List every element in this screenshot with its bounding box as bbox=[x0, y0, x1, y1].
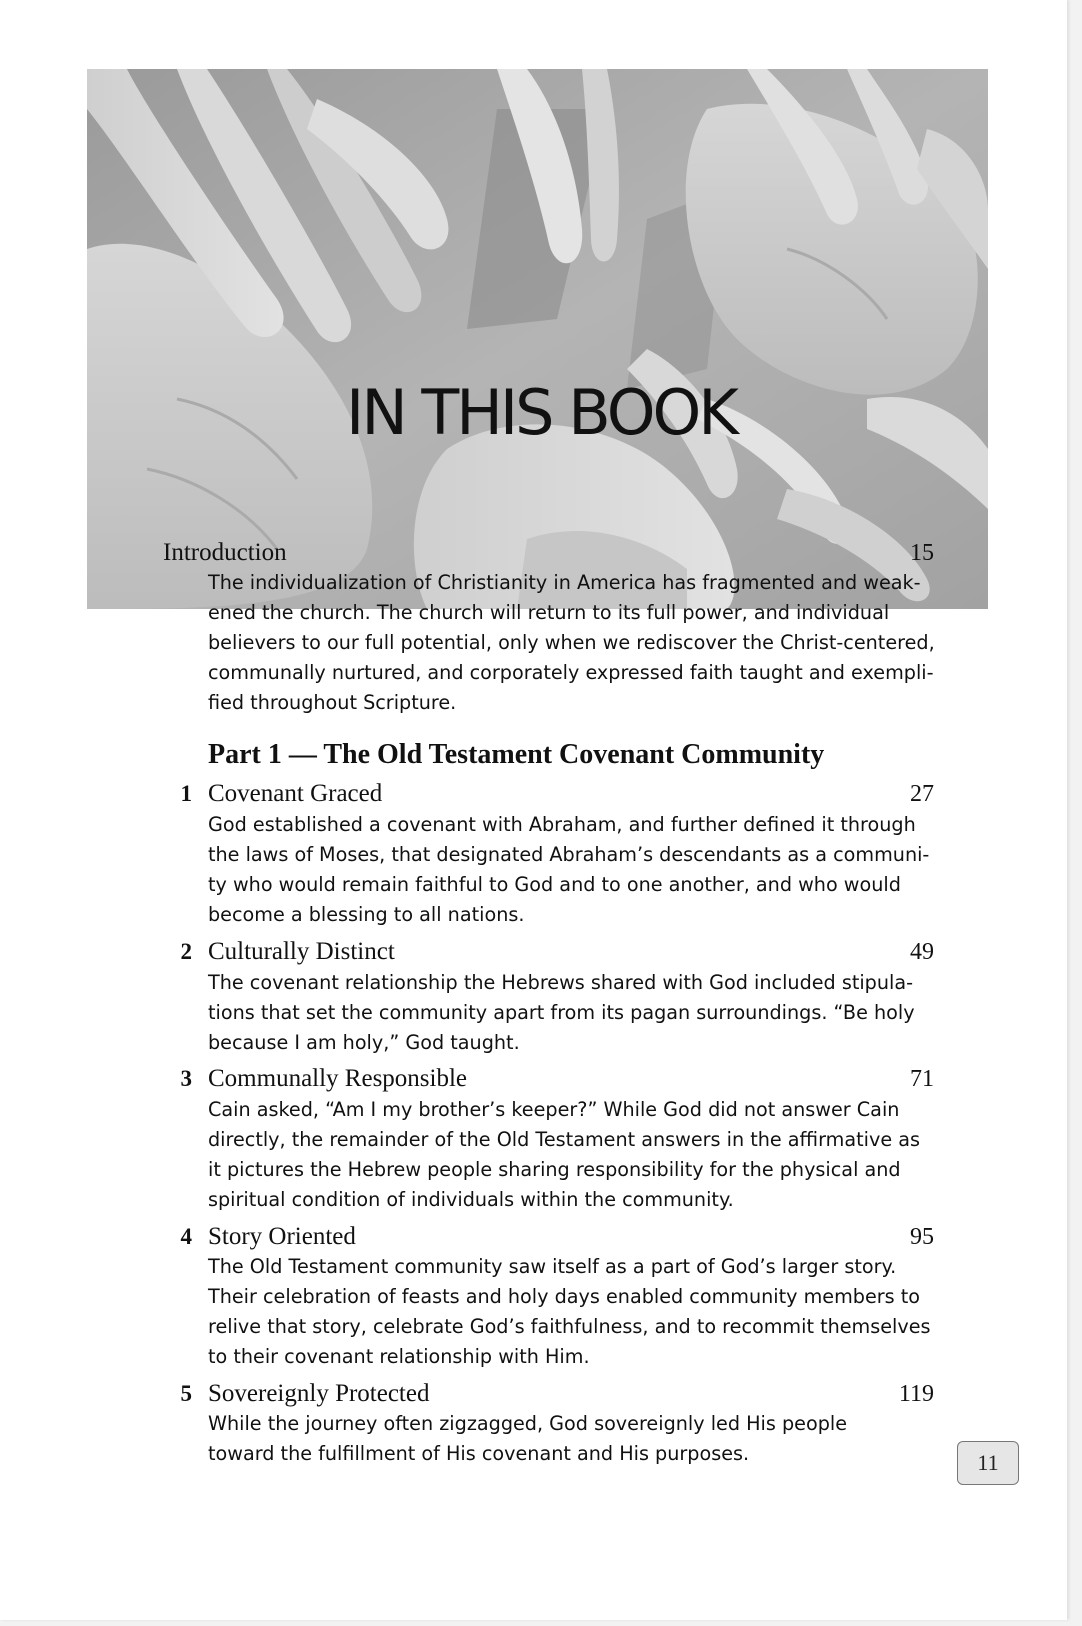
chapter-number: 3 bbox=[180, 1066, 192, 1091]
chapter-page-number: 27 bbox=[910, 781, 934, 807]
chapter-title: Communally Responsible bbox=[208, 1065, 468, 1092]
description-line: ty who would remain faithful to God and to one another, and who would bbox=[208, 873, 901, 896]
description-line: toward the fulfillment of His covenant and His purposes. bbox=[208, 1442, 750, 1465]
hands-photo-illustration bbox=[87, 69, 988, 609]
description-line: relive that story, celebrate God’s faithfulness, and to recommit themselves bbox=[208, 1315, 931, 1338]
chapter-page-number: 95 bbox=[910, 1224, 934, 1250]
chapter-description bbox=[208, 1252, 948, 1372]
description-line: Cain asked, “Am I my brother’s keeper?” While God did not answer Cain bbox=[208, 1098, 900, 1121]
chapter-number: 2 bbox=[180, 939, 192, 964]
description-line: believers to our full potential, only when we rediscover the Christ-centered, bbox=[208, 631, 935, 654]
part-title: Part 1 — The Old Testament Covenant Community bbox=[208, 739, 825, 770]
description-line: spiritual condition of individuals within the community. bbox=[208, 1188, 734, 1211]
chapter-title: Covenant Graced bbox=[208, 780, 383, 807]
description-line: fied throughout Scripture. bbox=[208, 691, 457, 714]
chapter-description bbox=[208, 1095, 948, 1215]
page-title: IN THIS BOOK bbox=[346, 376, 736, 449]
chapter-description bbox=[208, 1409, 948, 1469]
description-line: to their covenant relationship with Him. bbox=[208, 1345, 590, 1368]
description-line: it pictures the Hebrew people sharing responsibility for the physical and bbox=[208, 1158, 901, 1181]
description-line: The covenant relationship the Hebrews shared with God included stipula- bbox=[208, 971, 914, 994]
description-line: While the journey often zigzagged, God sovereignly led His people bbox=[208, 1412, 848, 1435]
description-line: Their celebration of feasts and holy days enabled community members to bbox=[208, 1285, 921, 1308]
description-line: God established a covenant with Abraham, and further defined it through bbox=[208, 813, 916, 836]
chapter-title: Story Oriented bbox=[208, 1223, 356, 1250]
description-line: The Old Testament community saw itself as a part of God’s larger story. bbox=[208, 1255, 897, 1278]
hands-photo bbox=[87, 69, 988, 609]
chapter-number: 1 bbox=[180, 781, 192, 806]
description-line: because I am holy,” God taught. bbox=[208, 1031, 520, 1054]
chapter-page-number: 71 bbox=[910, 1066, 934, 1092]
page-number-badge: 11 bbox=[957, 1441, 1019, 1485]
introduction-description bbox=[208, 568, 948, 718]
description-line: directly, the remainder of the Old Testament answers in the affirmative as bbox=[208, 1128, 920, 1151]
chapter-page-number: 119 bbox=[898, 1381, 934, 1407]
introduction-page-number: 15 bbox=[910, 540, 934, 566]
chapter-number: 5 bbox=[180, 1381, 192, 1406]
description-line: become a blessing to all nations. bbox=[208, 903, 525, 926]
chapter-description bbox=[208, 810, 948, 930]
chapter-title: Sovereignly Protected bbox=[208, 1380, 430, 1407]
chapter-description bbox=[208, 968, 948, 1058]
chapter-page-number: 49 bbox=[910, 939, 934, 965]
description-line: The individualization of Christianity in America has fragmented and weak- bbox=[208, 571, 921, 594]
introduction-title: Introduction bbox=[163, 539, 287, 566]
description-line: the laws of Moses, that designated Abraham’s descendants as a communi- bbox=[208, 843, 930, 866]
chapter-title: Culturally Distinct bbox=[208, 938, 395, 965]
chapter-number: 4 bbox=[180, 1224, 192, 1249]
description-line: communally nurtured, and corporately expressed faith taught and exempli- bbox=[208, 661, 934, 684]
description-line: tions that set the community apart from its pagan surroundings. “Be holy bbox=[208, 1001, 915, 1024]
description-line: ened the church. The church will return to its full power, and individual bbox=[208, 601, 890, 624]
